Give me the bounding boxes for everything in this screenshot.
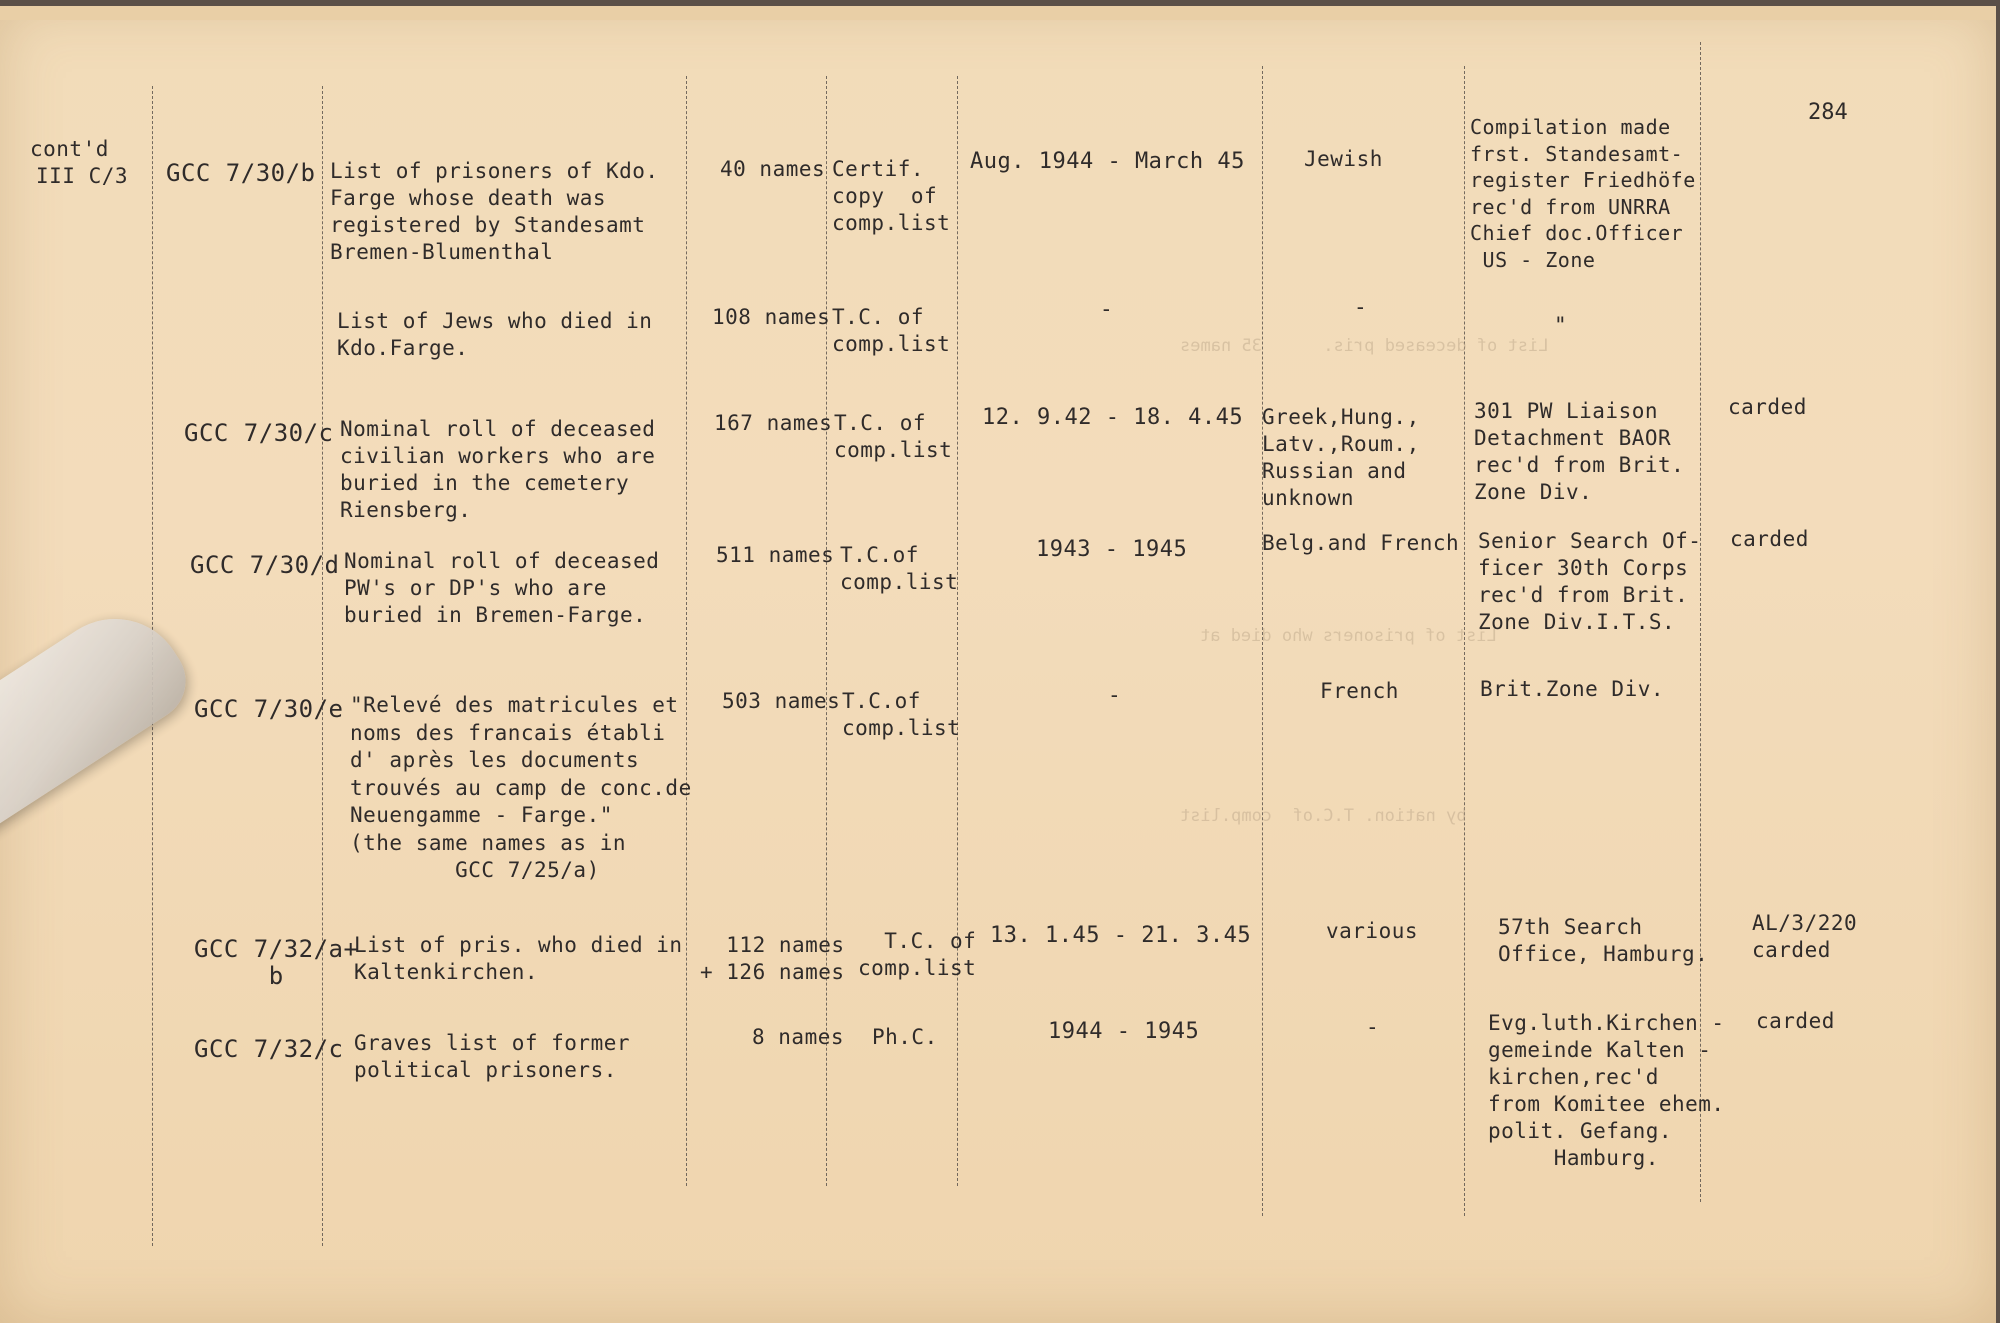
page-number: 284 — [1808, 100, 1848, 125]
record-description: List of pris. who died in Kaltenkirchen. — [354, 933, 683, 984]
record-description: List of Jews who died in Kdo.Farge. — [337, 309, 653, 360]
source: Senior Search Of- ficer 30th Corps rec'd from Brit. Zone Div.I.T.S. — [1478, 529, 1702, 634]
record-reference: GCC 7/32/c — [194, 1035, 344, 1063]
period: - — [1108, 683, 1122, 707]
bleed-through-text: by nation. T.C.of comp.list — [1180, 806, 1467, 826]
remarks: carded — [1756, 1009, 1835, 1033]
document-type: Certif. copy of comp.list — [832, 157, 951, 235]
document-type: T.C.of comp.list — [840, 543, 959, 594]
column-rule — [322, 86, 323, 1246]
ledger-page — [0, 6, 1996, 1323]
document-type: Ph.C. — [872, 1025, 938, 1049]
period: 12. 9.42 - 18. 4.45 — [982, 405, 1244, 430]
period: Aug. 1944 - March 45 — [970, 149, 1245, 174]
page-edge — [0, 6, 1996, 20]
period: - — [1100, 297, 1114, 321]
source: " — [1554, 313, 1568, 337]
record-description: Nominal roll of deceased PW's or DP's who are buried in Bremen-Farge. — [344, 549, 660, 627]
name-count: 511 names — [716, 543, 835, 567]
source: 301 PW Liaison Detachment BAOR rec'd from Brit. Zone Div. — [1474, 399, 1685, 504]
nationality: - — [1354, 295, 1368, 319]
document-type: T.C. of comp.list — [832, 305, 951, 356]
section-label: III C/3 — [36, 164, 129, 188]
source: Compilation made frst. Standesamt- register Friedhöfe rec'd from UNRRA Chief doc.Officer US - Zone — [1470, 115, 1696, 272]
name-count: 108 names — [712, 305, 831, 329]
column-rule — [686, 76, 687, 1186]
continued-label: cont'd — [30, 137, 109, 161]
period: 13. 1.45 - 21. 3.45 — [990, 923, 1252, 948]
source: Evg.luth.Kirchen - gemeinde Kalten - kirchen,rec'd from Komitee ehem. polit. Gefang. Hamburg. — [1488, 1011, 1725, 1170]
record-reference: GCC 7/30/e — [194, 695, 344, 723]
sheet-clip — [0, 592, 201, 840]
remarks: carded — [1730, 527, 1809, 551]
nationality: - — [1366, 1015, 1380, 1039]
name-count: 503 names — [722, 689, 841, 713]
name-count: 40 names — [720, 157, 826, 181]
period: 1944 - 1945 — [1048, 1019, 1200, 1044]
source: Brit.Zone Div. — [1480, 677, 1665, 701]
name-count: 8 names — [752, 1025, 845, 1049]
nationality: Jewish — [1304, 147, 1383, 171]
source: 57th Search Office, Hamburg. — [1498, 915, 1709, 966]
nationality: French — [1320, 679, 1399, 703]
remarks: carded — [1728, 395, 1807, 419]
record-reference: GCC 7/30/d — [190, 551, 340, 579]
column-rule — [826, 76, 827, 1186]
record-description: List of prisoners of Kdo. Farge whose death was registered by Standesamt Bremen-Blumenthal — [330, 159, 659, 264]
document-type: T.C. of comp.list — [834, 411, 953, 462]
document-type: T.C.of comp.list — [842, 689, 961, 740]
remarks: AL/3/220 carded — [1752, 911, 1858, 962]
document-type: T.C. of comp.list — [858, 929, 977, 980]
period: 1943 - 1945 — [1036, 537, 1188, 562]
record-description: "Relevé des matricules et noms des francais établi d' après les documents trouvés au camp de conc.de Neuengamme - Farge." (the same names as in GCC 7/25/a) — [350, 693, 692, 882]
record-reference: GCC 7/30/c — [184, 419, 334, 447]
record-reference: GCC 7/32/a+ b — [194, 935, 359, 990]
record-description: Nominal roll of deceased civilian workers who are buried in the cemetery Riensberg. — [340, 417, 656, 522]
record-reference: GCC 7/30/b — [166, 159, 316, 187]
name-count: 112 names + 126 names — [700, 933, 845, 984]
name-count: 167 names — [714, 411, 833, 435]
nationality: Belg.and French — [1262, 531, 1460, 555]
nationality: various — [1326, 919, 1419, 943]
record-description: Graves list of former political prisoners. — [354, 1031, 631, 1082]
bleed-through-text: List of prisoners who died at — [1200, 626, 1497, 646]
column-rule — [957, 76, 958, 1186]
bleed-through-text: List of deceased pris. 35 names — [1180, 336, 1549, 356]
nationality: Greek,Hung., Latv.,Roum., Russian and unknown — [1262, 405, 1420, 510]
